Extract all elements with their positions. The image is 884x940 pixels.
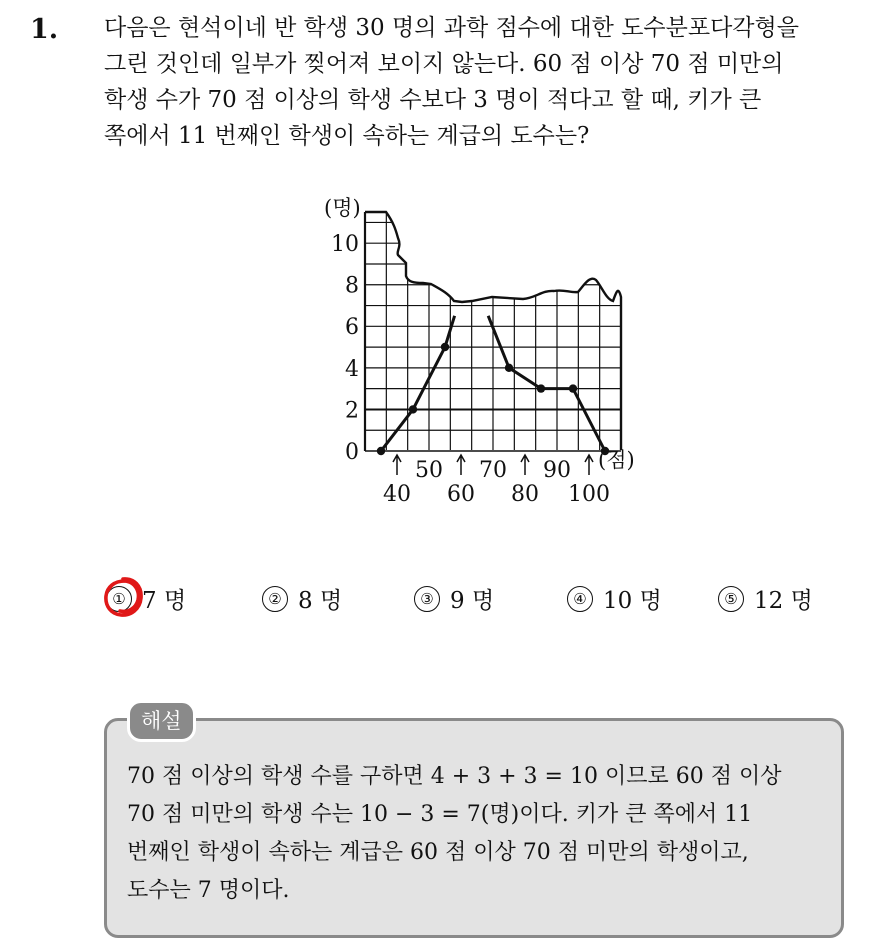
y-tick-label: 8 bbox=[345, 273, 359, 299]
choice-5-number: ⑤ bbox=[718, 586, 744, 612]
data-point bbox=[537, 384, 545, 392]
data-point bbox=[569, 384, 577, 392]
y-unit-label: (명) bbox=[324, 196, 361, 220]
x-tick-label: 90 bbox=[543, 458, 571, 483]
question-text bbox=[104, 10, 864, 154]
data-point bbox=[505, 364, 513, 372]
solution-line: 70 점 이상의 학생 수를 구하면 4 + 3 + 3 = 10 이므로 60 점 이상 bbox=[127, 764, 782, 789]
solution-label: 해설 bbox=[127, 700, 196, 742]
question-line: 쪽에서 11 번째인 학생이 속하는 계급의 도수는? bbox=[104, 123, 590, 149]
data-point bbox=[377, 447, 385, 455]
choice-1-number: ① bbox=[106, 586, 132, 612]
choice-4-text: 10 명 bbox=[603, 588, 662, 614]
x-tick-label: 60 bbox=[447, 482, 475, 505]
choice-4-number: ④ bbox=[567, 586, 593, 612]
choice-2-number: ② bbox=[262, 586, 288, 612]
choice-5-text: 12 명 bbox=[754, 588, 813, 614]
solution-text bbox=[127, 758, 837, 910]
data-point bbox=[409, 405, 417, 413]
choice-3[interactable] bbox=[414, 582, 494, 615]
x-tick-arrow bbox=[585, 455, 593, 475]
choice-4[interactable] bbox=[567, 582, 662, 615]
choice-2-text: 8 명 bbox=[298, 588, 343, 614]
x-tick-label: 50 bbox=[415, 458, 443, 483]
x-tick-arrow bbox=[457, 455, 465, 475]
solution-line: 번째인 학생이 속하는 계급은 60 점 이상 70 점 미만의 학생이고, bbox=[127, 840, 749, 865]
choice-3-text: 9 명 bbox=[450, 588, 495, 614]
question-line: 다음은 현석이네 반 학생 30 명의 과학 점수에 대한 도수분포다각형을 bbox=[104, 15, 799, 41]
x-tick-label: 80 bbox=[511, 482, 539, 505]
answer-circle-mark bbox=[101, 575, 145, 619]
x-unit-label: (점) bbox=[598, 448, 635, 472]
x-tick-label: 70 bbox=[479, 458, 507, 483]
x-tick-label: 40 bbox=[383, 482, 411, 505]
y-tick-label: 0 bbox=[345, 440, 359, 465]
y-tick-label: 4 bbox=[345, 356, 359, 382]
x-tick-arrow bbox=[393, 455, 401, 475]
solution-line: 70 점 미만의 학생 수는 10 − 3 = 7(명)이다. 키가 큰 쪽에서 11 bbox=[127, 802, 753, 827]
x-tick-arrow bbox=[521, 455, 529, 475]
choice-2[interactable] bbox=[262, 582, 342, 615]
question-line: 학생 수가 70 점 이상의 학생 수보다 3 명이 적다고 할 때, 키가 큰 bbox=[104, 87, 762, 113]
y-tick-label: 10 bbox=[331, 232, 359, 257]
solution-line: 도수는 7 명이다. bbox=[127, 878, 290, 903]
question-number: 1. bbox=[30, 14, 59, 45]
choice-3-number: ③ bbox=[414, 586, 440, 612]
question-line: 그린 것인데 일부가 찢어져 보이지 않는다. 60 점 이상 70 점 미만의 bbox=[104, 51, 784, 77]
frequency-polygon-chart bbox=[310, 185, 650, 505]
y-tick-label: 2 bbox=[345, 398, 359, 424]
choice-5[interactable] bbox=[718, 582, 813, 615]
choice-1-text: 7 명 bbox=[142, 588, 187, 614]
data-point bbox=[441, 343, 449, 351]
x-tick-label: 100 bbox=[568, 482, 610, 505]
y-tick-label: 6 bbox=[345, 315, 359, 341]
